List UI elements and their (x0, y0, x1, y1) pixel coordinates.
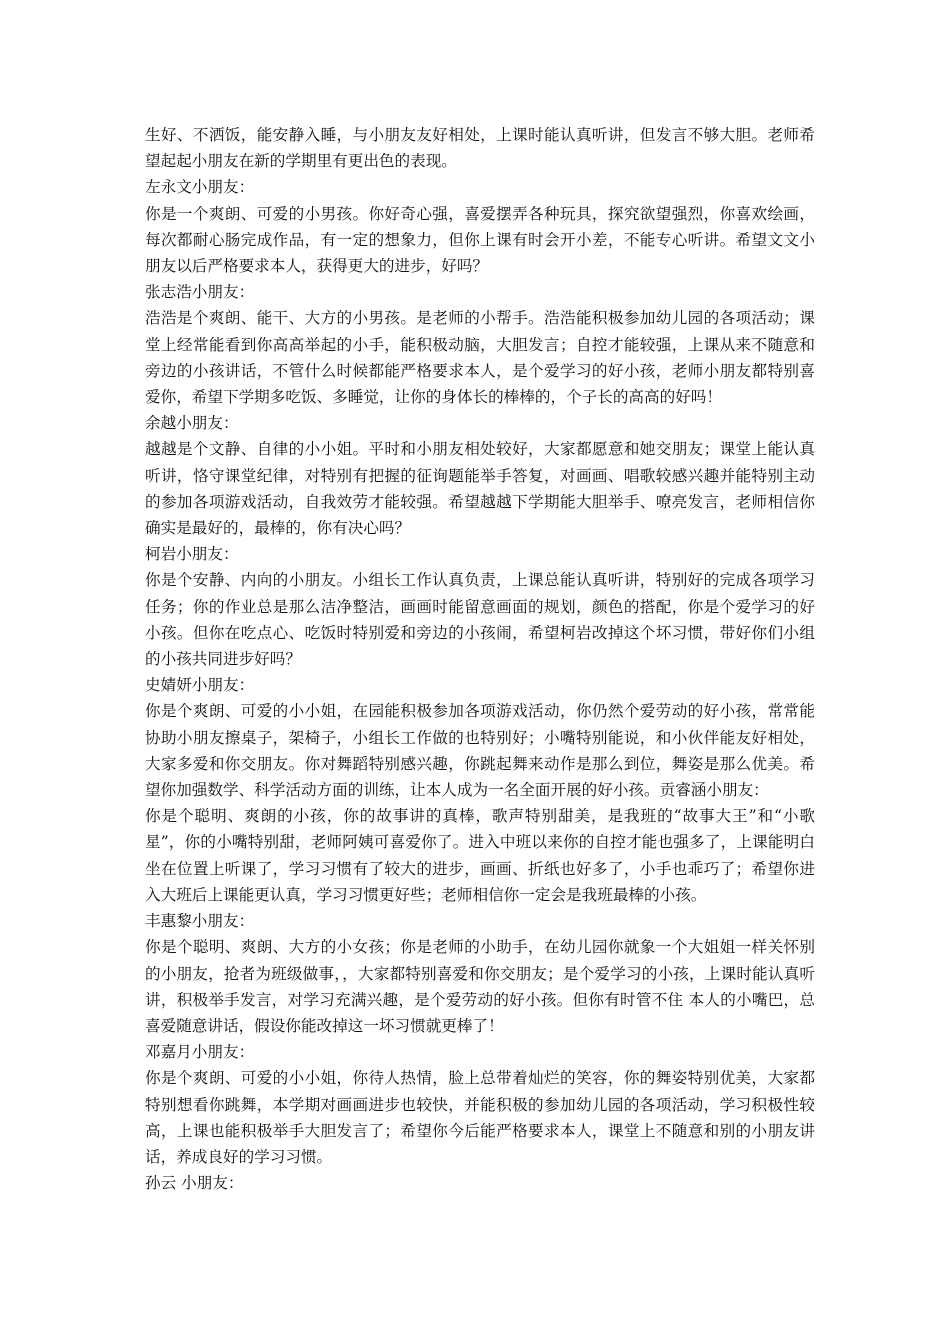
comment-deng-jiayue: 你是个爽朗、可爱的小小姐，你待人热情，脸上总带着灿烂的笑容，你的舞姿特别优美，大家都特别想看你跳舞，本学期对画画进步也较快，并能积极的参加幼儿园的各项活动，学习积极性较高，上课也能积极举手大胆发言了；希望你今后能严格要求本人，课堂上不随意和别的小朋友讲话，养成良好的学习习惯。 (145, 1069, 815, 1166)
comment-zhang-zhihao: 浩浩是个爽朗、能干、大方的小男孩。是老师的小帮手。浩浩能积极参加幼儿园的各项活动；课堂上经常能看到你高高举起的小手，能积极动脑，大胆发言；自控才能较强，上课从来不随意和旁边的小孩讲话，不管什么时候都能严格要求本人，是个爱学习的好小孩，老师小朋友都特别喜爱你，希望下学期多吃饭、多睡觉，让你的身体长的棒棒的，个子长的高高的好吗！ (145, 309, 815, 407)
comment-feng-huili: 你是个聪明、爽朗、大方的小女孩；你是老师的小助手，在幼儿园你就象一个大姐姐一样关怀别的小朋友，抢者为班级做事，，大家都特别喜爱和你交朋友；是个爱学习的小孩，上课时能认真听讲，积极举手发言，对学习充满兴趣，是个爱劳动的好小孩。但你有时管不住 本人的小嘴巴，总喜爱随意讲话，假设你能改掉这一坏习惯就更棒了！ (145, 938, 815, 1035)
heading-feng-huili: 丰惠黎小朋友： (145, 912, 255, 931)
comment-shi-jingyan: 你是个爽朗、可爱的小小姐，在园能积极参加各项游戏活动，你仍然个爱劳动的好小孩，常常能协助小朋友擦桌子，架椅子，小组长工作做的也特别好；小嘴特别能说，和小伙伴能友好相处，大家多爱和你交朋友。你对舞蹈特别感兴趣，你跳起舞来动作是那么到位，舞姿是那么优美。希望你加强数学、科学活动方面的训练，让本人成为一名全面开展的好小孩。贡睿涵小朋友： (145, 702, 815, 800)
comment-yu-yue: 越越是个文静、自律的小小姐。平时和小朋友相处较好，大家都愿意和她交朋友；课堂上能认真听讲，恪守课堂纪律，对特别有把握的征询题能举手答复，对画画、唱歌较感兴趣并能特别主动的参加各项游戏活动，自我效劳才能较强。希望越越下学期能大胆举手、嘹亮发言，老师相信你确实是最好的，最棒的，你有决心吗？ (145, 440, 815, 538)
comment-ke-yan: 你是个安静、内向的小朋友。小组长工作认真负责，上课总能认真听讲，特别好的完成各项学习任务；你的作业总是那么洁净整洁，画画时能留意画面的规划，颜色的搭配，你是个爱学习的好小孩。但你在吃点心、吃饭时特别爱和旁边的小孩闹，希望柯岩改掉这个坏习惯，带好你们小组的小孩共同进步好吗？ (145, 571, 815, 669)
heading-sun-yun: 孙云 小朋友： (145, 1174, 244, 1193)
heading-yu-yue: 余越小朋友： (145, 414, 239, 433)
heading-deng-jiayue: 邓嘉月小朋友： (145, 1043, 255, 1062)
heading-ke-yan: 柯岩小朋友： (145, 545, 239, 564)
comment-zuo-yongwen: 你是一个爽朗、可爱的小男孩。你好奇心强，喜爱摆弄各种玩具，探究欲望强烈，你喜欢绘画，每次都耐心肠完成作品，有一定的想象力，但你上课有时会开小差，不能专心听讲。希望文文小朋友以后严格要求本人，获得更大的进步，好吗？ (145, 204, 815, 276)
heading-zhang-zhihao: 张志浩小朋友： (145, 283, 255, 302)
comment-gong-ruihan: 你是个聪明、爽朗的小孩，你的故事讲的真棒，歌声特别甜美，是我班的“故事大王”和“小歌星”，你的小嘴特别甜，老师阿姨可喜爱你了。进入中班以来你的自控才能也强多了，上课能明白坐在位置上听课了，学习习惯有了较大的进步，画画、折纸也好多了，小手也乖巧了；希望你进入大班后上课能更认真，学习习惯更好些；老师相信你一定会是我班最棒的小孩。 (145, 807, 815, 904)
heading-shi-jingyan: 史婧妍小朋友： (145, 676, 255, 695)
heading-zuo-yongwen: 左永文小朋友： (145, 178, 255, 197)
document-page (145, 122, 815, 1196)
paragraph-intro-continuation: 生好、不洒饭，能安静入睡，与小朋友友好相处，上课时能认真听讲，但发言不够大胆。老师希望起起小朋友在新的学期里有更出色的表现。 (145, 126, 815, 171)
